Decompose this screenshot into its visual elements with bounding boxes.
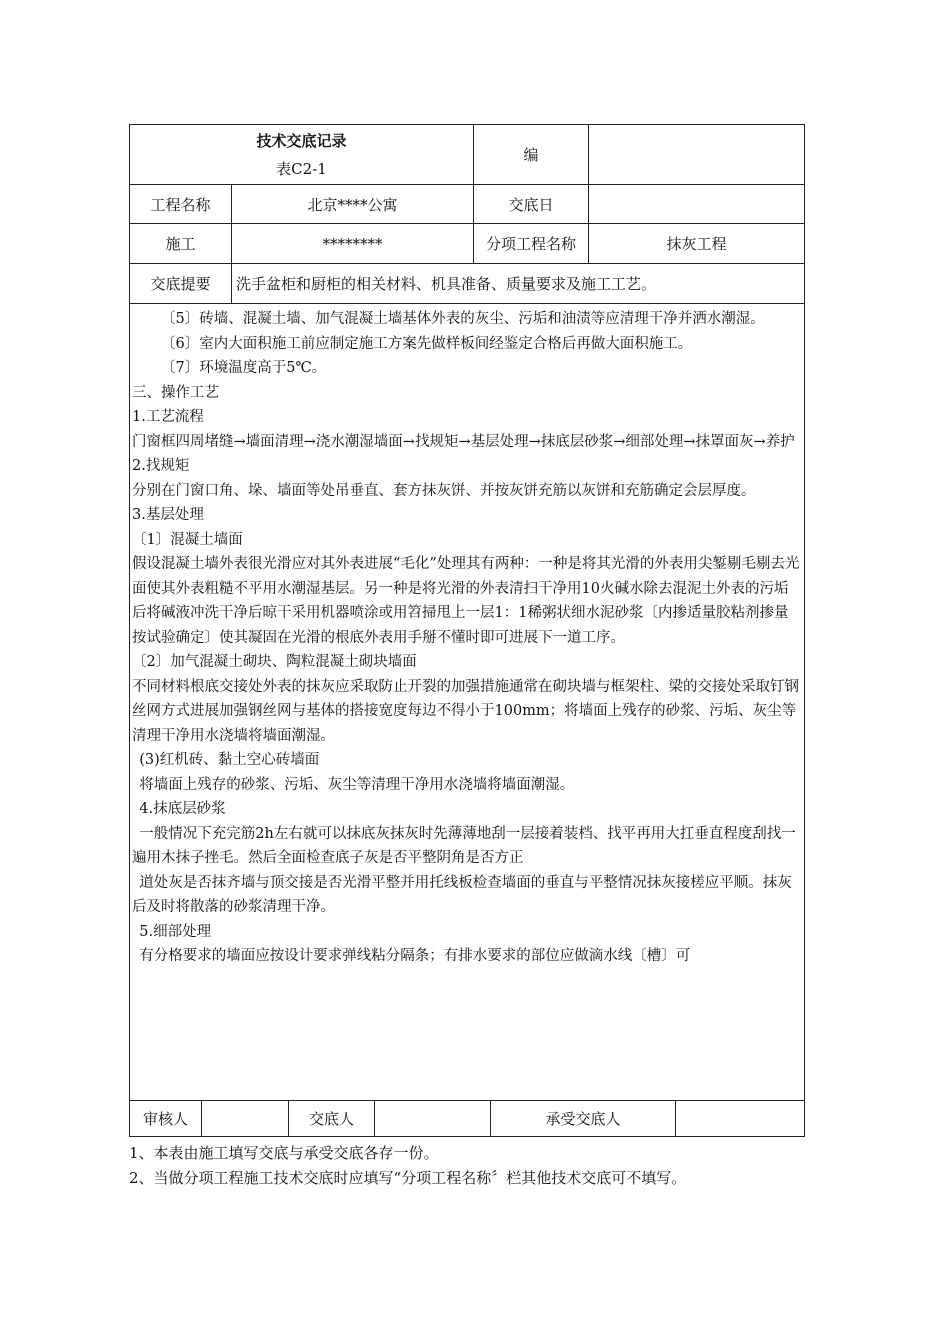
content-paragraph: 〔2〕加气混凝土砌块、陶粒混凝土砌块墙面 <box>132 654 417 670</box>
disclosure-form <box>129 124 805 1137</box>
disclosure-content <box>130 304 804 1101</box>
content-paragraph: 〔5〕砖墙、混凝土墙、加气混凝土墙基体外表的灰尘、污垢和油渍等应清理干净并洒水潮湿。 <box>161 311 765 327</box>
construction-row <box>130 224 804 264</box>
project-row <box>130 185 804 224</box>
construction-value[interactable]: ******** <box>232 224 474 263</box>
content-paragraph: 4.抹底层砂浆 <box>139 801 226 817</box>
content-paragraph: 3.基层处理 <box>132 507 204 523</box>
header-row <box>130 125 804 185</box>
content-paragraph: 分别在门窗口角、垛、墙面等处吊垂直、套方抹灰饼、并按灰饼充筋以灰饼和充筋确定会层厚度。 <box>132 482 756 499</box>
content-paragraph: 一般情况下充完筋2h左右就可以抹底灰抹灰时先薄薄地刮一层接着装档、找平再用大扛垂直程度刮找一遍用木抹子挫毛。然后全面检查底子灰是否平整阴角是否方正 <box>132 825 796 866</box>
content-paragraph: 5.细部处理 <box>139 923 212 940</box>
reviewer-value[interactable] <box>202 1101 289 1136</box>
content-paragraph: 〔6〕室内大面积施工前应制定施工方案先做样板间经鉴定合格后再做大面积施工。 <box>161 335 693 352</box>
number-label: 编 <box>474 125 589 184</box>
content-paragraph: 〔7〕环境温度高于5℃。 <box>161 360 327 376</box>
content-paragraph: 不同材料根底交接处外表的抹灰应采取防止开裂的加强措施通常在砌块墙与框架柱、梁的交接处采取钉钢丝网方式进展加强钢丝网与基体的搭接宽度每边不得小于100mm；将墙面上残存的砂浆、污垢、灰尘等清理干净用水浇墙将墙面潮湿。 <box>132 678 799 744</box>
discloser-label: 交底人 <box>289 1101 375 1136</box>
number-value[interactable] <box>589 125 804 184</box>
content-paragraph: 有分格要求的墙面应按设计要求弹线粘分隔条；有排水要求的部位应做滴水线〔槽〕可 <box>139 948 691 964</box>
content-paragraph: 假设混凝土墙外表很光滑应对其外表进展“毛化”处理其有两种：一种是将其光滑的外表用尖錾剔毛剔去光面使其外表粗糙不平用水潮湿基层。另一种是将光滑的外表清扫干净用10火碱水除去混泥土外表的污垢后将碱液冲洗干净后晾干采用机器喷涂或用笤掃甩上一层1：1稀粥状细水泥砂浆〔内掺适量胶粘剂掺量按试验确定〕使其凝固在光滑的根底外表用手掰不懂时即可进展下一道工序。 <box>132 556 800 646</box>
content-paragraph: 将墙面上残存的砂浆、污垢、灰尘等清理干净用水浇墙将墙面潮湿。 <box>139 776 575 793</box>
content-paragraph: 道处灰是否抹齐墙与顶交接是否光滑平整并用托线板检查墙面的垂直与平整情况抹灰接槎应平顺。抹灰后及时将散落的砂浆清理干净。 <box>132 874 792 915</box>
receiver-label: 承受交底人 <box>491 1101 676 1136</box>
summary-value[interactable]: 洗手盆柜和厨柜的相关材料、机具准备、质量要求及施工工艺。 <box>236 275 657 293</box>
construction-label: 施工 <box>130 224 232 263</box>
form-title: 技术交底记录 <box>256 131 347 150</box>
project-name-label: 工程名称 <box>130 185 232 223</box>
reviewer-label: 审核人 <box>130 1101 202 1136</box>
receiver-value[interactable] <box>676 1101 804 1136</box>
note-line: 1、本表由施工填写交底与承受交底各存一份。 <box>129 1144 439 1162</box>
form-notes <box>129 1141 829 1191</box>
date-value[interactable] <box>589 185 804 223</box>
content-paragraph: 三、操作工艺 <box>132 384 219 401</box>
content-paragraph: 门窗框四周堵缝→墙面清理→浇水潮湿墙面→找规矩→基层处理→抹底层砂浆→细部处理→抹罩面灰→养护 <box>132 433 795 450</box>
form-number: 表C2-1 <box>276 159 327 178</box>
subitem-label: 分项工程名称 <box>474 224 589 263</box>
content-paragraph: 〔1〕混凝土墙面 <box>132 531 243 548</box>
date-label: 交底日 <box>474 185 589 223</box>
summary-row <box>130 264 804 304</box>
signature-row <box>130 1101 804 1136</box>
form-title-cell <box>130 125 474 184</box>
note-line: 2、当做分项工程施工技术交底时应填写“分项工程名称〞栏其他技术交底可不填写。 <box>129 1169 687 1187</box>
content-paragraph: 1.工艺流程 <box>132 409 204 425</box>
project-name-value[interactable]: 北京****公寓 <box>232 185 474 223</box>
summary-label: 交底提要 <box>130 264 232 303</box>
subitem-value[interactable]: 抹灰工程 <box>666 235 727 253</box>
content-paragraph: (3)红机砖、黏土空心砖墙面 <box>139 752 320 768</box>
content-paragraph: 2.找规矩 <box>132 458 190 474</box>
discloser-value[interactable] <box>375 1101 491 1136</box>
